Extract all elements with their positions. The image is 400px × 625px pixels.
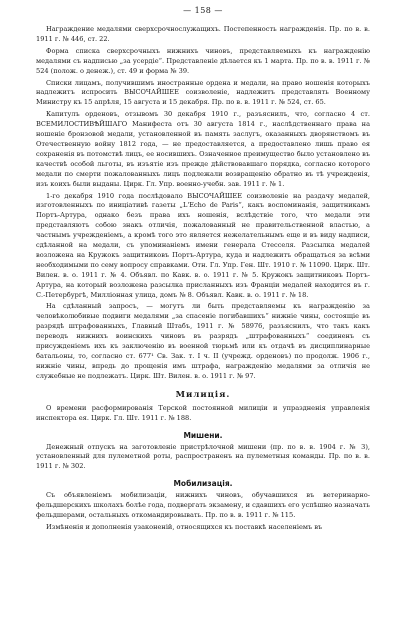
paragraph-medals-precedence: Награждение медалями сверхсрочнослужащихъ. Постепенность награжденiя. Пр. по в. в. 1911 г. № 446, ст. 22.	[36, 25, 370, 43]
paragraph-medals-list-form: Форма списка сверхсрочныхъ нижнихъ чиновъ, представляемыхъ къ награжденiю медалями съ надписью „за усердiе“. Представленiе дѣлается къ 1 марта. Пр. по в. в. 1911 г. № 524 (полож. о денеж.), ст. 49 и форма № 39.	[36, 46, 370, 75]
section-heading-militia: Милицiя.	[175, 389, 231, 400]
document-page	[36, 6, 370, 535]
page-number: — 158 —	[183, 6, 223, 15]
paragraph-targets: Денежный отпускъ на заготовленiе пристрѣлочной мишени (пр. по в. в. 1904 г. № 3), установленный для пулеметной роты, распространенъ на пулеметныя команды. Пр. по в. в. 1911 г. № 302.	[36, 442, 370, 471]
section-heading-targets: Мишени.	[183, 430, 223, 440]
section-heading-mobilization: Мобилизацiя.	[173, 479, 233, 489]
paragraph-foreign-orders: Списки лицамъ, получившимъ иностранные ордена и медали, на право ношенiя которыхъ надлежитъ испросить ВЫСОЧАЙШЕЕ соизволенiе, надлежитъ представлять Военному Министру къ 15 апрѣля, 15 августа и 15 декабря. Пр. по в. в. 1911 г. № 524, ст. 65.	[36, 78, 370, 107]
paragraph-port-arthur-medals: 1-го декабря 1910 года послѣдовало ВЫСОЧАЙШЕЕ соизволенiе на раздачу медалей, изготовленныхъ по иницiативѣ газеты „L'Echo de Paris“, какъ воспоминанiя, защитникамъ Портъ-Артура, однако безъ права ихъ ношенiя, вслѣдствiе того, что медали эти представляютъ собою знакъ отличiя, пожалованный не правительственной властью, а частнымъ учрежденiемъ, а кромѣ того это является нежелательнымъ еще и въ виду надписи, сдѣланной на медали, съ упоминанiемъ имени генерала Стесселя. Разсылка медалей возложена на Кружокъ защитниковъ Портъ-Артура, куда и надлежитъ обращаться за всѣми необходимыми по сему вопросу справками. Отн. Гл. Упр. Ген. Шт. 1910 г. № 11090. Цирк. Шт. Вилен. в. о. 1911 г. № 4. Объявл. по Кавк. в. о. 1911 г. № 5. Кружокъ защитниковъ Портъ-Артура, на который возложена разсылка присланныхъ изъ Францiи медалей находится въ г. С.-Петербургѣ, Миллiонная улица, домъ № 8. Объявл. Кавк. в. о. 1911 г. № 18.	[36, 191, 370, 299]
paragraph-lifesaving-medals: На сдѣланный запросъ, — могутъ ли быть представляемы къ награжденiю за человѣколюбивые подвиги медалями „за спасенiе погибавшихъ“ нижнiе чины, состоящiе въ разрядѣ штрафованныхъ, Главный Штабъ, 1911 г. № 58976, разъяснилъ, что такъ какъ переводъ нижнихъ воинскихъ чиновъ въ разрядъ „штрафованныхъ“ соединенъ съ присужденiемъ ихъ къ заключенiю въ военной тюрьмѣ или къ отдачѣ въ дисциплинарные батальоны, то, согласно ст. 677¹ Св. Зак. т. I ч. II (учрежд. орденовъ) по продолж. 1906 г., нижнiе чины, впредь до прощенiя имъ штрафа, награжденiю медалями за отличiя не служебные не подлежатъ. Цирк. Шт. Вилен. в. о. 1911 г. № 97.	[36, 302, 370, 380]
paragraph-bronze-medal-1812: Капитулъ орденовъ, отзывомъ 30 декабря 1910 г., разъяснилъ, что, согласно 4 ст. ВСЕМИЛОСТИВѢЙШАГО Манифеста отъ 30 августа 1814 г., наслѣдственнаго права на ношенiе бронзовой медали, установленной въ память заслугъ, оказанныхъ дворянствомъ въ Отечественную войну 1812 года, — не предоставляется, а предоставлено лишь право ея сохраненiя въ потомствѣ лицъ, ее носившихъ. Означенное преимущество было установлено въ качествѣ особой льготы, въ изъятiе изъ прежде дѣйствовавшаго порядка, согласно которого медали по смерти пожалованныхъ лицъ подлежали возвращенiю обратно въ тѣ учрежденiя, изъ коихъ были выданы. Цирк. Гл. Упр. военно-учебн. зав. 1911 г. № 1.	[36, 110, 370, 188]
paragraph-militia: О времени расформированiя Терской постоянной милицiи и упраздненiя управленiя инспектора ея. Цирк. Гл. Шт. 1911 г. № 188.	[36, 403, 370, 422]
paragraph-mobilization-2: Измѣненiя и дополненiя узаконенiй, относящихся къ поставкѣ населенiемъ въ	[46, 522, 323, 531]
paragraph-mobilization-1: Съ объявленiемъ мобилизацiи, нижнихъ чиновъ, обучавшихся въ ветеринарно-фельдшерскихъ школахъ болѣе года, подвергать экзамену, и сдавшихъ его успѣшно назначать фельдшерами, остальныхъ откомандировывать. Пр. по в. в. 1911 г. № 115.	[36, 491, 370, 520]
